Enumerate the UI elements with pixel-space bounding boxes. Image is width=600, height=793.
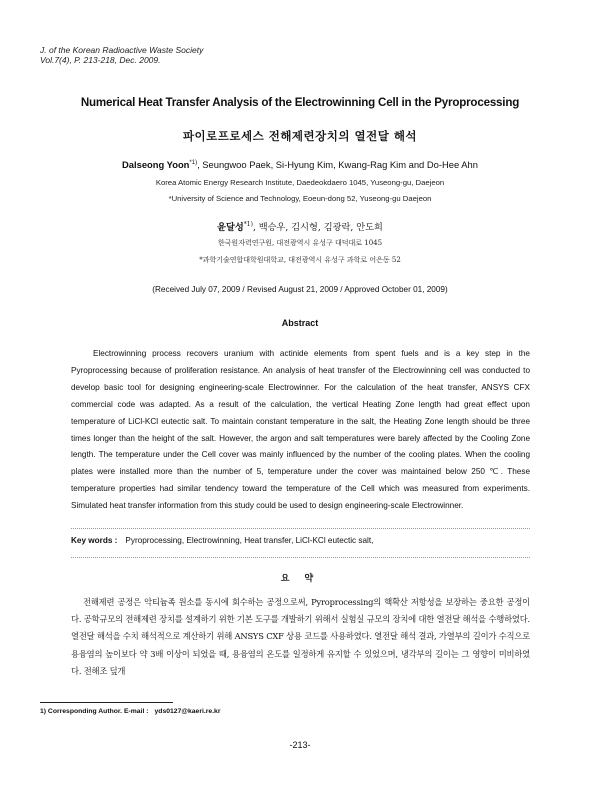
affiliation-ko-1: 한국원자력연구원, 대전광역시 유성구 대덕대로 1045 xyxy=(217,239,383,247)
coauthors-ko: , 백승우, 김시형, 김광락, 안도희 xyxy=(252,222,383,233)
journal-volume: Vol.7(4), P. 213-218, Dec. 2009. xyxy=(40,55,161,65)
author-list-ko xyxy=(0,219,600,233)
keywords-divider-top xyxy=(71,528,530,529)
first-author-mark-ko: *1) xyxy=(243,220,253,228)
summary-heading: 요 약 xyxy=(280,574,320,584)
journal-citation xyxy=(40,45,203,65)
affiliation-en-2: *University of Science and Technology, Eoeun-dong 52, Yuseong-gu Daejeon xyxy=(168,194,432,203)
keywords-divider-bottom xyxy=(71,557,530,558)
abstract-heading: Abstract xyxy=(281,318,319,328)
journal-name: J. of the Korean Radioactive Waste Society xyxy=(40,45,204,55)
affiliation-en-1: Korea Atomic Energy Research Institute, Daedeokdaero 1045, Yuseong-gu, Daejeon xyxy=(155,178,445,187)
coauthors-en: , Seungwoo Paek, Si-Hyung Kim, Kwang-Rag Kim and Do-Hee Ahn xyxy=(197,159,478,170)
keywords xyxy=(71,536,373,545)
author-list-en xyxy=(0,159,600,170)
received-dates: (Received July 07, 2009 / Revised August 21, 2009 / Approved October 01, 2009) xyxy=(152,285,448,294)
footnote-rule xyxy=(40,702,173,703)
keywords-label: Key words : xyxy=(71,536,118,545)
keywords-value: Pyroprocessing, Electrowinning, Heat transfer, LiCl-KCl eutectic salt, xyxy=(125,536,374,545)
footnote-label: 1) Corresponding Author. E-mail : xyxy=(40,708,149,715)
corresponding-email: yds0127@kaeri.re.kr xyxy=(154,708,221,715)
footnote xyxy=(40,708,220,715)
first-author-en: Dalseong Yoon xyxy=(122,159,190,170)
paper-title-en: Numerical Heat Transfer Analysis of the Electrowinning Cell in the Pyroprocessing xyxy=(80,96,520,109)
summary-text-ko: 전해제련 공정은 악티늄족 원소를 동시에 회수하는 공정으로써, Pyroprocessing의 핵확산 저항성을 보장하는 중요한 공정이다. 공학규모의 전해제련 장치를 설계하기 위한 기본 도구를 개발하기 위해서 실험실 규모의 장치에 대한 열전달 해석을 수행하였다. 열전달 해석을 수치 해석적으로 계산하기 위해 ANSYS CXF 상용 코드를 사용하였다. 열전달 해석 결과, 가열부의 길이가 수직으로 용융염의 높이보다 약 3배 이상이 되었을 때, 용융염의 온도를 일정하게 유지할 수 있었으며, 냉각부의 길이는 그 영향이 미비하였다. 전해조 덮개 xyxy=(71,597,530,676)
page-number: -213- xyxy=(289,740,311,750)
first-author-ko: 윤달성 xyxy=(217,222,244,233)
affiliation-ko-2: *과학기술연합대학원대학교, 대전광역시 유성구 과학로 어은동 52 xyxy=(199,256,401,264)
paper-title-ko: 파이로프로세스 전해제련장치의 열전달 해석 xyxy=(182,129,418,143)
first-author-mark-en: *1) xyxy=(189,159,198,166)
abstract-text: Electrowinning process recovers uranium with actinide elements from spent fuels and is a key step in the Pyroprocessing because of proliferation resistance. An analysis of heat transfer of the Electrowinning cell was conducted to develop basic tool for designing engineering-scale Electrowinner. For the calculation of the heat transfer, ANSYS CFX commercial code was adapted. As a result of the calculation, the vertical Heating Zone length had great effect upon temperature of LiCl-KCl eutectic salt. To maintain constant temperature in the salt, the Heating Zone length should be three times longer than the height of the salt. However, the argon and salt temperatures were barely affected by the Cooling Zone length. The temperature under the Cell cover was mainly influenced by the number of the cooling plates. When the cooling plates were installed more than the number of 5, temperature under the cover was maintained below 250 ℃. These temperature properties had similar tendency toward the temperature of the Cell which was measured from experiments. Simulated heat transfer information from this study could be used to design engineering-scale Electrowinner. xyxy=(71,349,530,511)
